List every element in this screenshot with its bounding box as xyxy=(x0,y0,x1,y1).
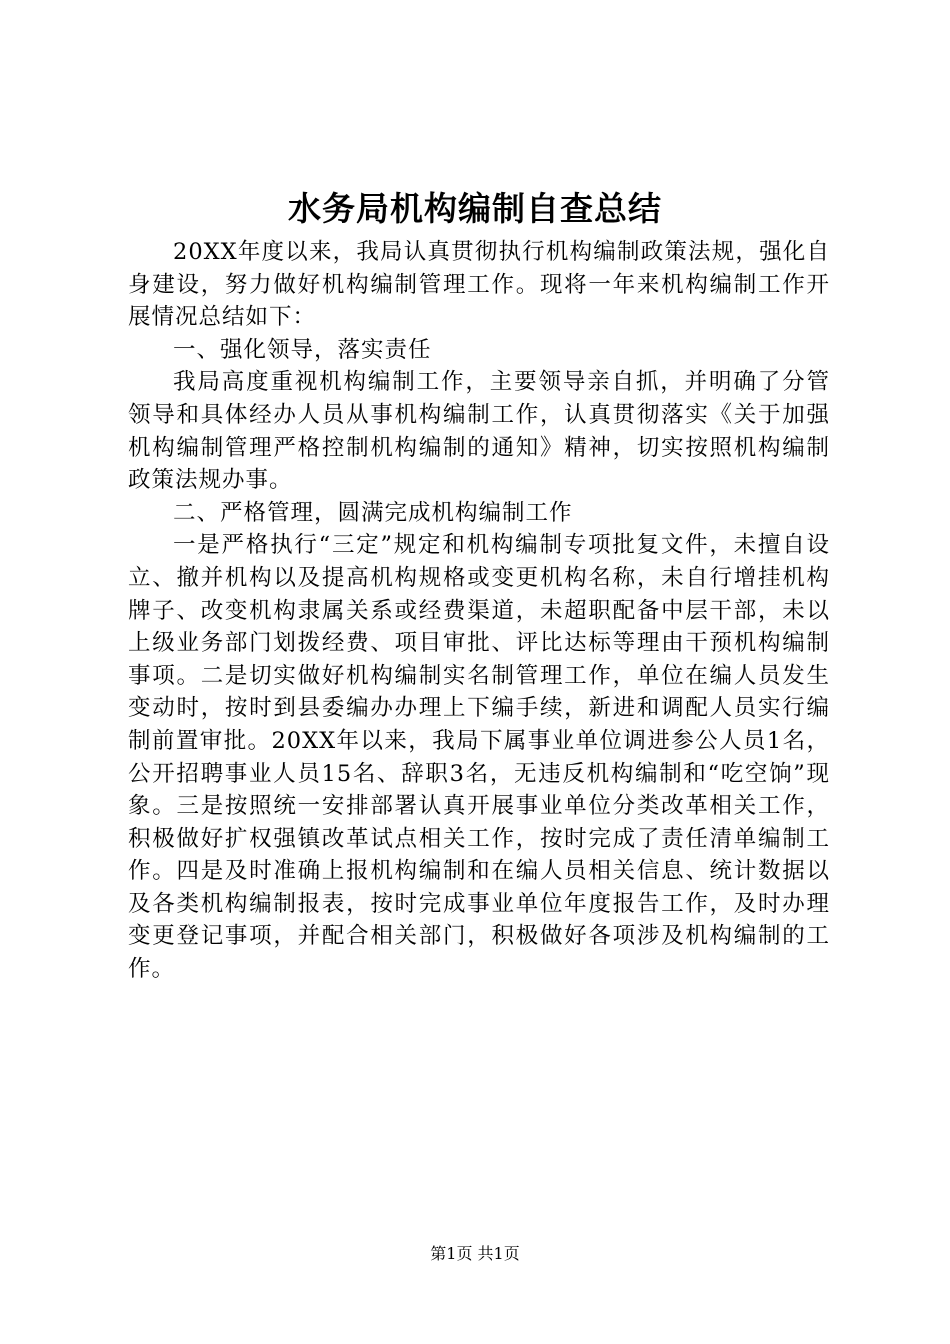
document-title: 水务局机构编制自查总结 xyxy=(288,189,662,228)
section-heading-1: 一、强化领导，落实责任 xyxy=(173,336,432,363)
document-body xyxy=(128,236,830,986)
paragraph-section-1: 我局高度重视机构编制工作，主要领导亲自抓，并明确了分管领导和具体经办人员从事机构编制工作，认真贯彻落实《关于加强机构编制管理严格控制机构编制的通知》精神，切实按照机构编制政策法规办事。 xyxy=(128,369,830,494)
page-footer: 第1页 共1页 xyxy=(430,1244,520,1263)
section-heading-2: 二、严格管理，圆满完成机构编制工作 xyxy=(173,499,573,526)
paragraph-section-2: 一是严格执行“三定”规定和机构编制专项批复文件，未擅自设立、撤并机构以及提高机构规格或变更机构名称，未自行增挂机构牌子、改变机构隶属关系或经费渠道，未超职配备中层干部，未以上级业务部门划拨经费、项目审批、评比达标等理由干预机构编制事项。二是切实做好机构编制实名制管理工作，单位在编人员发生变动时，按时到县委编办办理上下编手续，新进和调配人员实行编制前置审批。20XX年以来，我局下属事业单位调进参公人员1名，公开招聘事业人员15名、辞职3名，无违反机构编制和“吃空饷”现象。三是按照统一安排部署认真开展事业单位分类改革相关工作，积极做好扩权强镇改革试点相关工作，按时完成了责任清单编制工作。四是及时准确上报机构编制和在编人员相关信息、统计数据以及各类机构编制报表，按时完成事业单位年度报告工作，及时办理变更登记事项，并配合相关部门，积极做好各项涉及机构编制的工作。 xyxy=(128,532,830,983)
paragraph-intro: 20XX年度以来，我局认真贯彻执行机构编制政策法规，强化自身建设，努力做好机构编制管理工作。现将一年来机构编制工作开展情况总结如下： xyxy=(128,239,830,331)
